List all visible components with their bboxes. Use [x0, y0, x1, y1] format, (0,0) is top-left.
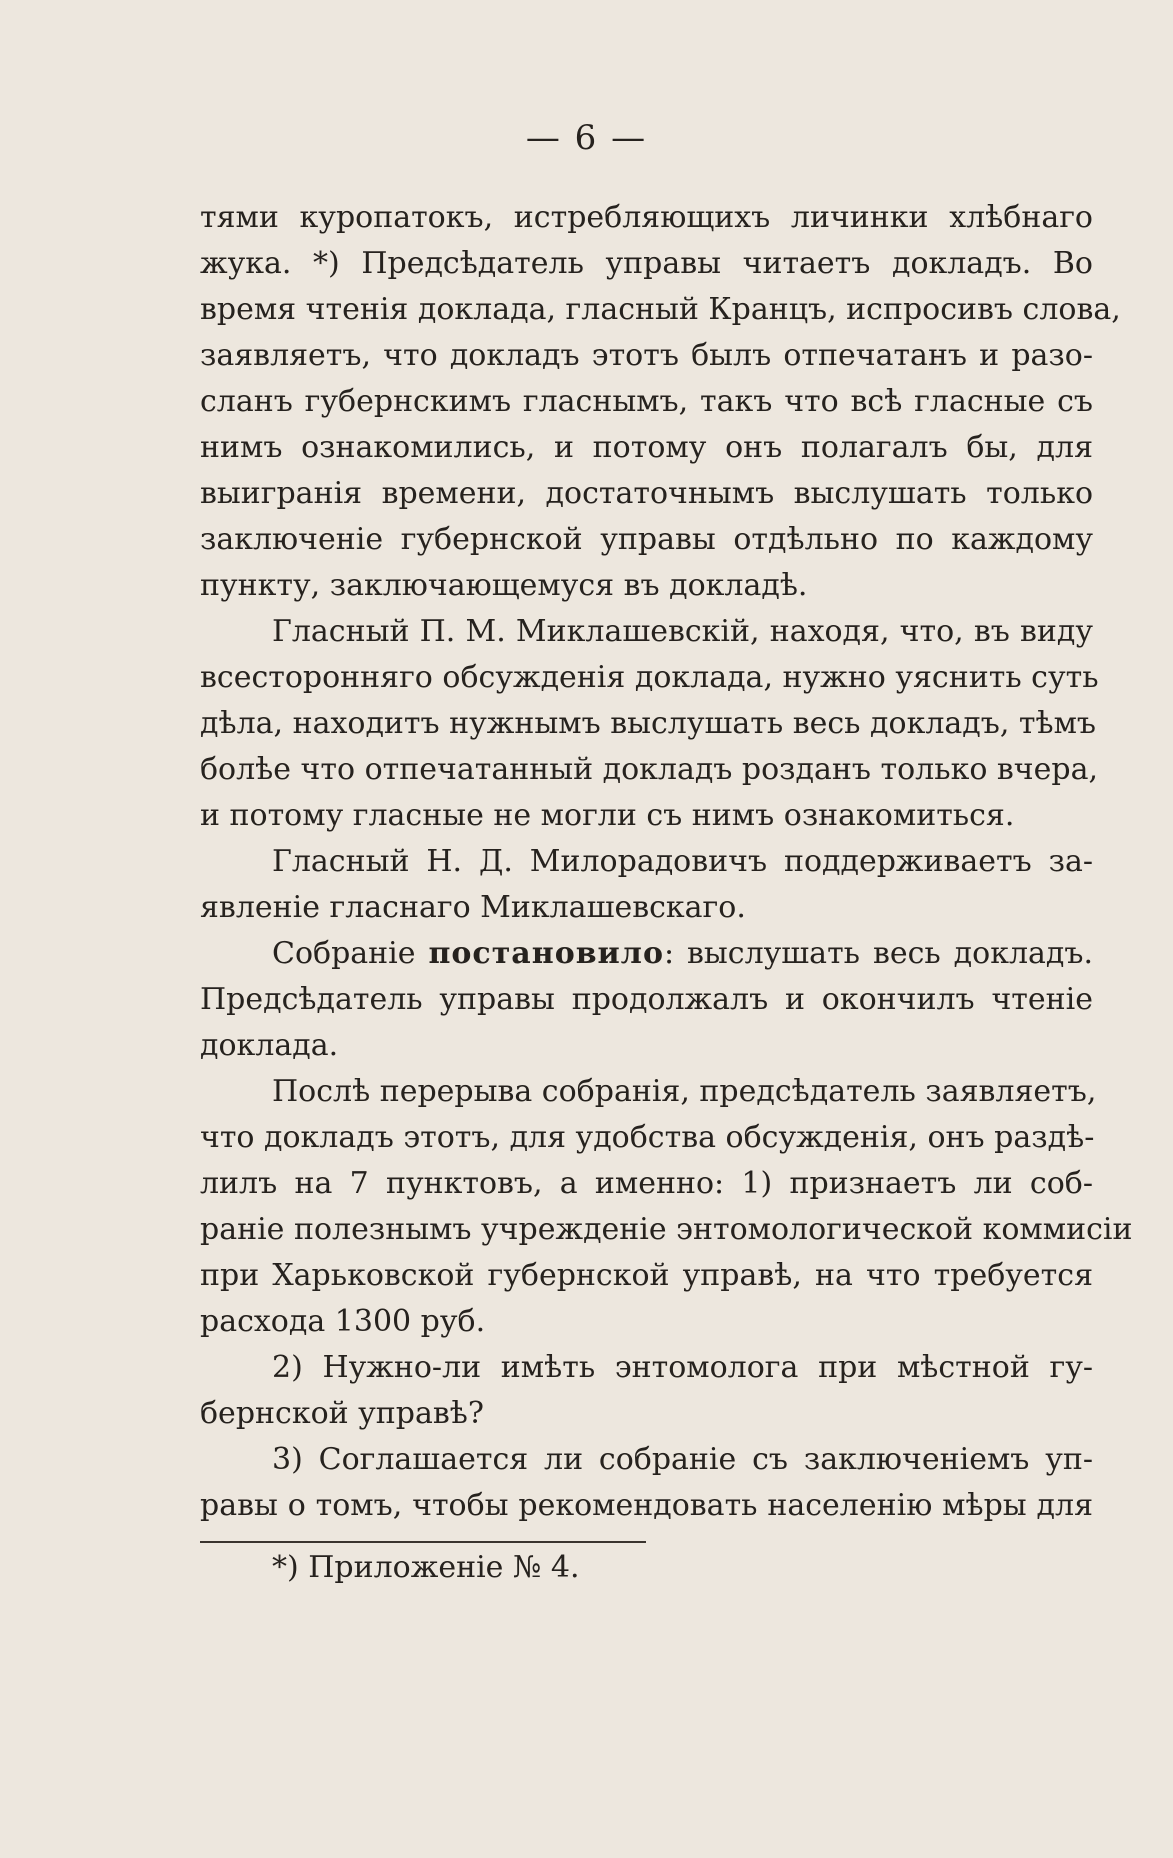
text-line: Гласный Н. Д. Милорадовичъ поддерживаетъ за-: [272, 844, 1093, 879]
text-line: доклада.: [200, 1028, 339, 1063]
text-line: 3) Соглашается ли собраніе съ заключеніемъ уп-: [272, 1442, 1093, 1477]
text-line: сланъ губернскимъ гласнымъ, такъ что всѣ гласные съ: [200, 384, 1093, 419]
text-line: нимъ ознакомились, и потому онъ полагалъ бы, для: [200, 430, 1093, 465]
text-line: время чтенія доклада, гласный Кранцъ, испросивъ слова,: [200, 292, 1121, 327]
page-number: — 6 —: [525, 118, 648, 158]
text-line: и потому гласные не могли съ нимъ ознакомиться.: [200, 798, 1015, 833]
text-line: лилъ на 7 пунктовъ, а именно: 1) признаетъ ли соб-: [200, 1166, 1093, 1201]
text-line: явленіе гласнаго Миклашевскаго.: [200, 890, 746, 925]
text-line: жука. *) Предсѣдатель управы читаетъ докладъ. Во: [200, 246, 1093, 281]
text-line: тями куропатокъ, истребляющихъ личинки хлѣбнаго: [200, 200, 1093, 235]
text-line: дѣла, находитъ нужнымъ выслушать весь докладъ, тѣмъ: [200, 706, 1097, 741]
text-line: всесторонняго обсужденія доклада, нужно уяснить суть: [200, 660, 1099, 695]
text-line: заявляетъ, что докладъ этотъ былъ отпечатанъ и разо-: [200, 338, 1093, 373]
resolution-keyword: постановило: [428, 936, 664, 971]
text-line: что докладъ этотъ, для удобства обсужденія, онъ раздѣ-: [200, 1120, 1095, 1155]
text-line: заключеніе губернской управы отдѣльно по каждому: [200, 522, 1093, 557]
text-line: болѣе что отпечатанный докладъ розданъ только вчера,: [200, 752, 1099, 787]
resolution-intro: Собраніе: [272, 936, 416, 971]
text-line: раніе полезнымъ учрежденіе энтомологической коммисіи: [200, 1212, 1133, 1247]
text-line: бернской управѣ?: [200, 1396, 484, 1431]
text-line: выигранія времени, достаточнымъ выслушать только: [200, 476, 1093, 511]
footnote-divider: [200, 1541, 646, 1543]
text-line: Предсѣдатель управы продолжалъ и окончилъ чтеніе: [200, 982, 1093, 1017]
text-line: при Харьковской губернской управѣ, на что требуется: [200, 1258, 1093, 1293]
text-line-resolution: [200, 934, 1093, 974]
text-line: Гласный П. М. Миклашевскій, находя, что, въ виду: [272, 614, 1093, 649]
text-line: 2) Нужно-ли имѣть энтомолога при мѣстной гу-: [272, 1350, 1093, 1385]
text-line: пункту, заключающемуся въ докладѣ.: [200, 568, 808, 603]
text-line: Послѣ перерыва собранія, предсѣдатель заявляетъ,: [272, 1074, 1097, 1109]
text-line: расхода 1300 руб.: [200, 1304, 486, 1339]
resolution-text: : выслушать весь докладъ.: [663, 936, 1093, 971]
text-line: равы о томъ, чтобы рекомендовать населенію мѣры для: [200, 1488, 1093, 1523]
footnote: *) Приложеніе № 4.: [272, 1550, 580, 1585]
